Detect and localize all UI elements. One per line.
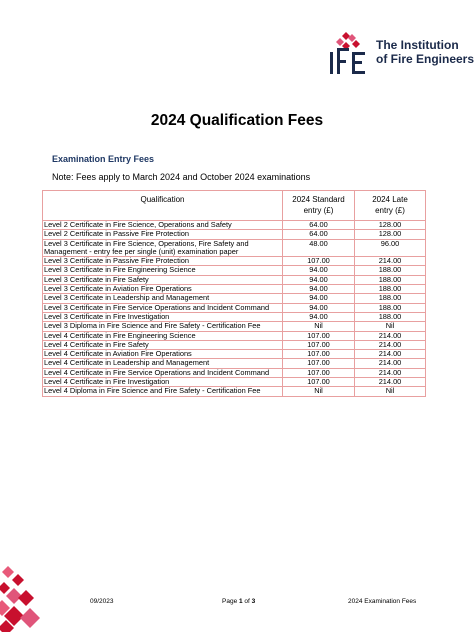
late-fee-cell: 188.00 xyxy=(355,285,426,294)
section-heading: Examination Entry Fees xyxy=(52,154,155,164)
page-current: 1 xyxy=(239,598,243,605)
qualification-cell: Level 3 Certificate in Leadership and Management xyxy=(43,294,283,303)
standard-fee-cell: 94.00 xyxy=(283,266,355,275)
late-fee-cell: 214.00 xyxy=(355,368,426,377)
late-fee-cell: 214.00 xyxy=(355,331,426,340)
qualification-cell: Level 3 Certificate in Fire Engineering Science xyxy=(43,266,283,275)
late-fee-cell: 96.00 xyxy=(355,239,426,257)
standard-fee-cell: 94.00 xyxy=(283,303,355,312)
standard-fee-cell: 107.00 xyxy=(283,340,355,349)
late-fee-cell: 214.00 xyxy=(355,257,426,266)
standard-fee-cell: 48.00 xyxy=(283,239,355,257)
late-fee-cell: 188.00 xyxy=(355,312,426,321)
qualification-cell: Level 4 Certificate in Fire Safety xyxy=(43,340,283,349)
qualification-cell: Level 2 Certificate in Passive Fire Protection xyxy=(43,230,283,239)
late-fee-cell: 214.00 xyxy=(355,340,426,349)
qualification-cell: Level 3 Certificate in Fire Science, Operations, Fire Safety and Management - entry fee per single (unit) examination paper xyxy=(43,239,283,257)
qualification-cell: Level 4 Certificate in Aviation Fire Operations xyxy=(43,350,283,359)
header-standard-line2: entry (£) xyxy=(303,206,334,215)
standard-fee-cell: 107.00 xyxy=(283,359,355,368)
table-row xyxy=(43,294,426,303)
late-fee-cell: 214.00 xyxy=(355,378,426,387)
qualification-cell: Level 3 Certificate in Fire Service Operations and Incident Command xyxy=(43,303,283,312)
standard-fee-cell: 107.00 xyxy=(283,350,355,359)
standard-fee-cell: 107.00 xyxy=(283,257,355,266)
standard-fee-cell: Nil xyxy=(283,322,355,331)
page-separator: of xyxy=(242,598,252,605)
late-fee-cell: 128.00 xyxy=(355,230,426,239)
footer-page-number xyxy=(222,598,255,605)
standard-fee-cell: 94.00 xyxy=(283,294,355,303)
page-total: 3 xyxy=(251,598,256,605)
qualification-cell: Level 3 Certificate in Fire Investigation xyxy=(43,312,283,321)
qualification-cell: Level 2 Certificate in Fire Science, Operations and Safety xyxy=(43,221,283,230)
late-fee-cell: 188.00 xyxy=(355,275,426,284)
table-row xyxy=(43,387,426,396)
late-fee-cell: Nil xyxy=(355,387,426,396)
qualification-cell: Level 4 Certificate in Leadership and Management xyxy=(43,359,283,368)
standard-fee-cell: 64.00 xyxy=(283,230,355,239)
ife-logo xyxy=(326,30,474,78)
org-name-line2: of Fire Engineers xyxy=(376,52,474,66)
footer-date: 09/2023 xyxy=(90,598,114,605)
org-name-line1: The Institution xyxy=(376,38,459,52)
late-fee-cell: Nil xyxy=(355,322,426,331)
decorative-flame-icon xyxy=(0,566,50,632)
late-fee-cell: 128.00 xyxy=(355,221,426,230)
qualification-cell: Level 3 Certificate in Fire Safety xyxy=(43,275,283,284)
standard-fee-cell: 94.00 xyxy=(283,275,355,284)
table-row xyxy=(43,266,426,275)
header-standard-line1: 2024 Standard xyxy=(292,195,345,204)
qualification-cell: Level 3 Certificate in Passive Fire Protection xyxy=(43,257,283,266)
qualification-cell: Level 4 Certificate in Fire Investigation xyxy=(43,378,283,387)
table-row xyxy=(43,359,426,368)
standard-fee-cell: 64.00 xyxy=(283,221,355,230)
standard-fee-cell: 94.00 xyxy=(283,285,355,294)
header-late-line2: entry (£) xyxy=(375,206,405,215)
ife-logo-mark-icon xyxy=(326,30,374,78)
standard-fee-cell: 107.00 xyxy=(283,378,355,387)
standard-fee-cell: 94.00 xyxy=(283,312,355,321)
standard-fee-cell: 107.00 xyxy=(283,331,355,340)
table-row xyxy=(43,331,426,340)
standard-fee-cell: 107.00 xyxy=(283,368,355,377)
header-late-fee xyxy=(355,191,426,221)
header-qualification: Qualification xyxy=(43,191,283,221)
org-name xyxy=(376,38,474,66)
fee-note: Note: Fees apply to March 2024 and October 2024 examinations xyxy=(52,172,311,182)
table-header-row xyxy=(43,191,426,221)
late-fee-cell: 214.00 xyxy=(355,350,426,359)
footer-doc-label: 2024 Examination Fees xyxy=(348,598,417,605)
header-late-line1: 2024 Late xyxy=(372,195,408,204)
late-fee-cell: 188.00 xyxy=(355,266,426,275)
standard-fee-cell: Nil xyxy=(283,387,355,396)
qualification-cell: Level 3 Certificate in Aviation Fire Operations xyxy=(43,285,283,294)
fees-table xyxy=(42,190,426,397)
late-fee-cell: 214.00 xyxy=(355,359,426,368)
table-row xyxy=(43,230,426,239)
header-standard-fee xyxy=(283,191,355,221)
late-fee-cell: 188.00 xyxy=(355,294,426,303)
table-row xyxy=(43,239,426,257)
qualification-cell: Level 4 Certificate in Fire Engineering Science xyxy=(43,331,283,340)
page-title: 2024 Qualification Fees xyxy=(150,112,324,129)
qualification-cell: Level 3 Diploma in Fire Science and Fire Safety - Certification Fee xyxy=(43,322,283,331)
table-row xyxy=(43,322,426,331)
qualification-cell: Level 4 Diploma in Fire Science and Fire Safety - Certification Fee xyxy=(43,387,283,396)
page-prefix: Page xyxy=(222,598,239,605)
late-fee-cell: 188.00 xyxy=(355,303,426,312)
qualification-cell: Level 4 Certificate in Fire Service Operations and Incident Command xyxy=(43,368,283,377)
